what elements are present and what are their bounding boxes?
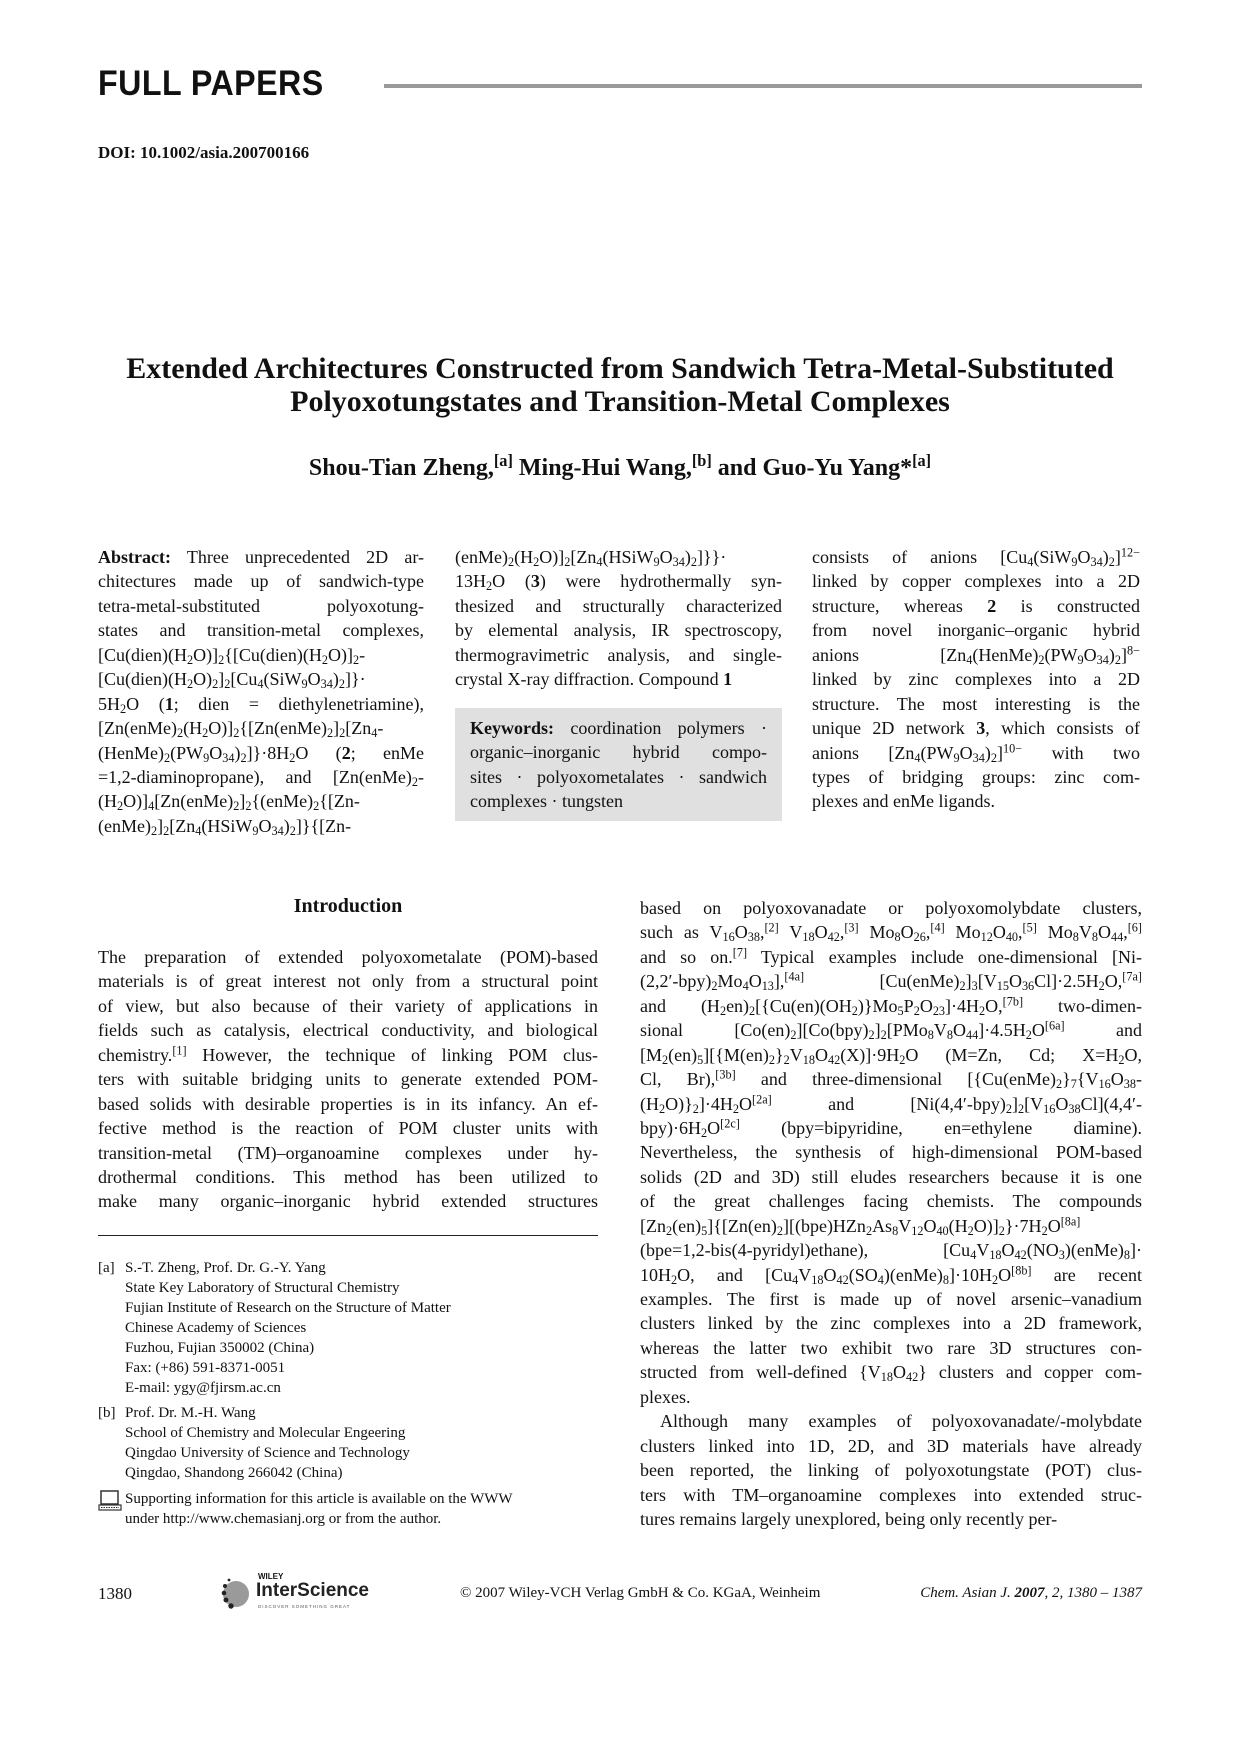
text-line: solids (2D and 3D) still eludes researchers because it is one	[640, 1166, 1142, 1187]
abstract-column-1	[98, 545, 424, 838]
keywords-box	[455, 708, 782, 821]
page-footer	[98, 1572, 1142, 1620]
text-line: $(H_2O)]_4[Zn(enMe)_2]_2\{(enMe)_2\{[Zn-$	[98, 791, 360, 814]
doi[interactable]: DOI: 10.1002/asia.200700166	[98, 143, 310, 162]
text-line: $13H_2O$ (3) were hydrothermally syn-	[455, 571, 782, 594]
footnote-line: under http://www.chemasianj.org or from the author.	[125, 1511, 442, 1527]
text-line: fields such as catalysis, electrical conductivity, and biological	[98, 1020, 598, 1041]
text-line: structed from well-defined $\{V_{18}O_{42}\}$ clusters and copper com-	[640, 1362, 1142, 1385]
section-header: FULL PAPERS	[98, 64, 324, 103]
footnote-line: Qingdao University of Science and Technology	[125, 1445, 410, 1461]
text-line: sites · polyoxometalates · sandwich	[470, 766, 767, 787]
footnote-line: State Key Laboratory of Structural Chemistry	[125, 1280, 400, 1296]
affiliation-lines	[125, 1403, 410, 1483]
text-line: chitectures made up of sandwich-type	[98, 571, 424, 592]
text-line: anions $[Zn_4(HenMe)_2(PW_9O_{34})_2]^{8-}$	[812, 643, 1140, 667]
article-title: Extended Architectures Constructed from Sandwich Tetra-Metal-Substituted Polyoxotungstates and Transition-Metal Complexes	[126, 352, 1114, 418]
affiliation-label: [b]	[98, 1405, 116, 1421]
copyright: © 2007 Wiley-VCH Verlag GmbH & Co. KGaA, Weinheim	[460, 1585, 821, 1601]
text-line: $(enMe)_2]_2[Zn_4(HSiW_9O_{34})_2]\}\{[Zn-$	[98, 815, 352, 838]
text-line: =1,2-diaminopropane), and [$Zn(enMe)_2-$	[98, 766, 424, 789]
affiliation-lines	[125, 1258, 451, 1398]
text-line: sional $[Co(en)_2][Co(bpy)_2]_2[PMo_8V_8O_{44}]\cdot 4.5H_2O[6a]$ and	[640, 1018, 1142, 1043]
text-line: such as $V_{16}O_{38},[2]$ $V_{18}O_{42},[3]$ $Mo_8O_{26},[4]$ $Mo_{12}O_{40},[5]$ $Mo_8V_8O_{44},[6]$	[640, 920, 1142, 945]
abstract-column-2	[455, 545, 782, 692]
text-line: by elemental analysis, IR spectroscopy,	[455, 620, 782, 641]
text-line: examples. The first is made up of novel arsenic–vanadium	[640, 1289, 1142, 1309]
text-line: $(enMe)_2(H_2O)]_2[Zn_4(HSiW_9O_{34})_2]\}\}\cdot$	[455, 547, 727, 570]
affiliation-label: [a]	[98, 1260, 115, 1276]
text-line: fective method is the reaction of POM cluster units with	[98, 1118, 598, 1139]
text-line: types of bridging groups: zinc com-	[812, 766, 1140, 787]
header-rule	[384, 84, 1142, 88]
text-line: and $(H_2en)_2[\{Cu(en)(OH_2)\}Mo_5P_2O_{23}]\cdot 4H_2O,[7b]$ two-dimen-	[640, 994, 1142, 1018]
footnote-line: E-mail: ygy@fjirsm.ac.cn	[125, 1380, 281, 1396]
text-line: $[M_2(en)_5][\{M(en)_2\}_2V_{18}O_{42}(X)]\cdot 9H_2O$ (M=Zn, Cd; $X=H_2O$,	[640, 1044, 1142, 1067]
journal-citation: Chem. Asian J. 2007, 2, 1380 – 1387	[920, 1585, 1142, 1601]
text-line: $[Cu(dien)(H_2O)]_2\{[Cu(dien)(H_2O)]_2-$	[98, 644, 366, 667]
footnote-line: School of Chemistry and Molecular Engeering	[125, 1425, 406, 1441]
text-line: ters with TM–organoamine complexes into extended struc-	[640, 1484, 1142, 1505]
text-line: organic–inorganic hybrid compo-	[470, 742, 767, 763]
footnote-line: Prof. Dr. M.-H. Wang	[125, 1405, 256, 1421]
text-line: crystal X-ray diffraction. Compound 1	[455, 669, 733, 690]
footnote-line: Fuzhou, Fujian 350002 (China)	[125, 1340, 315, 1356]
text-line: of view, but also because of their variety of applications in	[98, 995, 598, 1016]
text-line: plexes and enMe ligands.	[812, 791, 995, 812]
article-authors: Shou-Tian Zheng,[a] Ming-Hui Wang,[b] and Guo-Yu Yang*[a]	[308, 451, 932, 481]
text-line: $[Zn(enMe)_2(H_2O)]_2\{[Zn(enMe)_2]_2[Zn_4-$	[98, 718, 384, 741]
text-line: $10H_2O$, and $[Cu_4V_{18}O_{42}(SO_4)(enMe)_8]\cdot 10H_2O[8b]$ are recent	[640, 1262, 1142, 1287]
supporting-info-text[interactable]	[125, 1489, 513, 1529]
text-line: based on polyoxovanadate or polyoxomolybdate clusters,	[640, 898, 1142, 918]
text-line: $(HenMe)_2(PW_9O_{34})_2]\}\cdot 8H_2O$ (2; enMe	[98, 742, 424, 765]
logo-wiley-text: WILEY	[258, 1572, 284, 1581]
text-line: $bpy)\cdot 6H_2O[2c]$ (bpy=bipyridine, en=ethylene diamine).	[640, 1116, 1142, 1140]
text-line: ters with suitable bridging units to generate extended POM-	[98, 1069, 598, 1090]
text-line: thesized and structurally characterized	[455, 595, 782, 616]
text-line: anions $[Zn_4(PW_9O_{34})_2]^{10-}$ with two	[812, 740, 1140, 765]
text-line: transition-metal (TM)–organoamine complexes under hy-	[98, 1142, 598, 1163]
keywords-text	[470, 716, 767, 814]
wiley-interscience-logo[interactable]	[220, 1574, 380, 1614]
text-line: states and transition-metal complexes,	[98, 620, 424, 641]
intro-right-column	[640, 896, 1142, 1531]
text-line: Keywords: coordination polymers ·	[470, 718, 767, 738]
text-line: tetra-metal-substituted polyoxotung-	[98, 595, 424, 616]
text-line: drothermal conditions. This method has been utilized to	[98, 1166, 598, 1187]
text-line: of the great challenges facing chemists. The compounds	[640, 1191, 1142, 1212]
text-line: complexes · tungsten	[470, 791, 623, 812]
text-line: Abstract: Three unprecedented 2D ar-	[98, 547, 424, 567]
text-line: materials is of great interest not only from a structural point	[98, 971, 598, 992]
text-line: linked by zinc complexes into a 2D	[812, 669, 1140, 690]
text-line: consists of anions $[Cu_4(SiW_9O_{34})_2]^{12-}$	[812, 545, 1140, 570]
text-line: based solids with desirable properties is in its infancy. An ef-	[98, 1093, 598, 1114]
footnote-line: Fujian Institute of Research on the Structure of Matter	[125, 1300, 451, 1316]
text-line: structure. The most interesting is the	[812, 693, 1140, 714]
footnote-line: S.-T. Zheng, Prof. Dr. G.-Y. Yang	[125, 1260, 326, 1276]
logo-interscience-text: InterScience	[256, 1580, 369, 1601]
abstract-column-3	[812, 545, 1140, 814]
text-line: chemistry.[1] However, the technique of linking POM clus-	[98, 1043, 598, 1065]
computer-icon	[98, 1489, 122, 1519]
text-line: Although many examples of polyoxovanadate/-molybdate	[660, 1411, 1142, 1432]
footnote-line: Qingdao, Shandong 266042 (China)	[125, 1465, 343, 1481]
footnote-line: Fax: (+86) 591-8371-0051	[125, 1360, 286, 1376]
intro-left-column	[98, 945, 598, 1214]
text-line: $[Cu(dien)(H_2O)_2]_2[Cu_4(SiW_9O_{34})_2]\}\cdot$	[98, 669, 366, 692]
text-line: The preparation of extended polyoxometalate (POM)-based	[98, 947, 598, 967]
text-line: $[Zn_2(en)_5]\{[Zn(en)_2][(bpe)HZn_2As_8V_{12}O_{40}(H_2O)]_2\}\cdot 7H_2O[8a]$	[640, 1213, 1081, 1238]
text-line: and so on.[7] Typical examples include one-dimensional [Ni-	[640, 945, 1142, 967]
text-line: tures remains largely unexplored, being only recently per-	[640, 1508, 1058, 1529]
text-line: $(H_2O)\}_2]\cdot 4H_2O[2a]$ and $[Ni(4,4'-bpy)_2]_2[V_{16}O_{38}Cl](4,4'-$	[640, 1091, 1142, 1116]
text-line: Cl, Br),[3b] and three-dimensional [$\{Cu(enMe)_2\}_7\{V_{16}O_{38}-$	[640, 1067, 1142, 1092]
page-number: 1380	[98, 1584, 132, 1603]
text-line: been reported, the linking of polyoxotungstate (POT) clus-	[640, 1460, 1142, 1481]
text-line: whereas the latter two exhibit two rare 3D structures con-	[640, 1337, 1142, 1358]
footnote-rule	[98, 1235, 598, 1236]
introduction-heading: Introduction	[293, 895, 403, 917]
footnote-line: Supporting information for this article is available on the WWW	[125, 1491, 513, 1507]
text-line: clusters linked by the zinc complexes into a 2D framework,	[640, 1313, 1142, 1334]
text-line: make many organic–inorganic hybrid extended structures	[98, 1191, 598, 1212]
text-line: thermogravimetric analysis, and single-	[455, 644, 782, 665]
text-line: unique 2D network 3, which consists of	[812, 718, 1140, 739]
footnote-line: Chinese Academy of Sciences	[125, 1320, 307, 1336]
text-line: structure, whereas 2 is constructed	[812, 595, 1140, 616]
text-line: (bpe=1,2-bis(4-pyridyl)ethane), $[Cu_4V_{18}O_{42}(NO_3)(enMe)_8]\cdot$	[640, 1240, 1142, 1263]
text-line: $(2,2'-bpy)_2Mo_4O_{13}],[4a]$ $[Cu(enMe)_2]_3[V_{15}O_{36}Cl]\cdot 2.5H_2O,[7a]$	[640, 969, 1142, 994]
text-line: plexes.	[640, 1386, 691, 1407]
text-line: $5H_2O$ (1; dien = diethylenetriamine),	[98, 693, 424, 716]
text-line: Nevertheless, the synthesis of high-dimensional POM-based	[640, 1142, 1142, 1163]
logo-tagline: DISCOVER SOMETHING GREAT	[258, 1604, 351, 1609]
text-line: clusters linked into 1D, 2D, and 3D materials have already	[640, 1435, 1142, 1456]
text-line: linked by copper complexes into a 2D	[812, 571, 1140, 592]
text-line: from novel inorganic–organic hybrid	[812, 620, 1140, 641]
